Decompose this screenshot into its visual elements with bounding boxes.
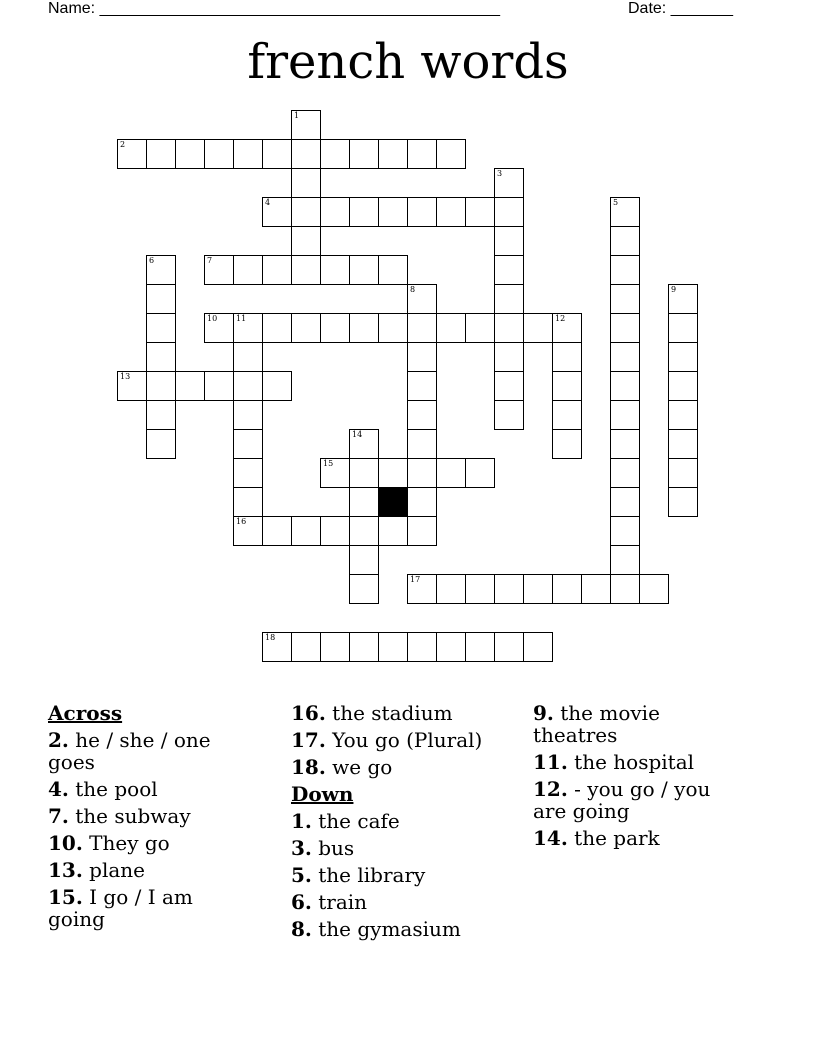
clue-text: we go bbox=[332, 755, 393, 779]
clue-number: 7. bbox=[48, 804, 69, 828]
crossword-square[interactable] bbox=[436, 139, 466, 169]
crossword-square[interactable] bbox=[291, 313, 321, 343]
clue-number: 13. bbox=[48, 858, 83, 882]
clue-text: train bbox=[318, 890, 368, 914]
clue-column-1 bbox=[48, 702, 248, 935]
crossword-square[interactable] bbox=[668, 429, 698, 459]
square-number: 6 bbox=[149, 256, 155, 265]
square-number: 3 bbox=[497, 169, 503, 178]
clue-down-14 bbox=[533, 827, 733, 849]
crossword-square[interactable] bbox=[233, 342, 263, 372]
crossword-square[interactable] bbox=[610, 284, 640, 314]
crossword-square[interactable] bbox=[407, 487, 437, 517]
crossword-square[interactable] bbox=[146, 371, 176, 401]
clue-text: the park bbox=[574, 826, 660, 850]
crossword-square[interactable] bbox=[523, 632, 553, 662]
crossword-square[interactable] bbox=[436, 197, 466, 227]
crossword-square[interactable] bbox=[610, 574, 640, 604]
clue-number: 10. bbox=[48, 831, 83, 855]
crossword-square[interactable] bbox=[465, 574, 495, 604]
clue-text: I go / I am going bbox=[48, 885, 193, 931]
crossword-square[interactable] bbox=[494, 197, 524, 227]
crossword-square[interactable] bbox=[610, 545, 640, 575]
crossword-square[interactable] bbox=[407, 197, 437, 227]
crossword-square[interactable] bbox=[204, 371, 234, 401]
blocked-square bbox=[378, 487, 408, 517]
crossword-square[interactable] bbox=[117, 139, 147, 169]
crossword-square[interactable] bbox=[610, 429, 640, 459]
square-number: 1 bbox=[294, 111, 300, 120]
clue-across-4 bbox=[48, 778, 248, 800]
crossword-square[interactable] bbox=[668, 313, 698, 343]
crossword-square[interactable] bbox=[552, 429, 582, 459]
square-number: 2 bbox=[120, 140, 126, 149]
square-number: 14 bbox=[352, 430, 363, 439]
clue-number: 15. bbox=[48, 885, 83, 909]
clue-down-1 bbox=[291, 810, 491, 832]
crossword-square[interactable] bbox=[523, 313, 553, 343]
crossword-square[interactable] bbox=[668, 487, 698, 517]
clue-text: he / she / one goes bbox=[48, 728, 211, 774]
clue-text: They go bbox=[89, 831, 170, 855]
crossword-square[interactable] bbox=[407, 400, 437, 430]
crossword-square[interactable] bbox=[494, 284, 524, 314]
crossword-square[interactable] bbox=[610, 342, 640, 372]
crossword-square[interactable] bbox=[668, 371, 698, 401]
clue-across-2 bbox=[48, 729, 248, 773]
crossword-square[interactable] bbox=[204, 313, 234, 343]
crossword-square[interactable] bbox=[494, 342, 524, 372]
clue-text: the hospital bbox=[574, 750, 695, 774]
crossword-square[interactable] bbox=[146, 284, 176, 314]
square-number: 11 bbox=[236, 314, 247, 323]
square-number: 16 bbox=[236, 517, 247, 526]
clue-text: the cafe bbox=[318, 809, 400, 833]
square-number: 4 bbox=[265, 198, 271, 207]
crossword-square[interactable] bbox=[494, 313, 524, 343]
crossword-square[interactable] bbox=[262, 516, 292, 546]
crossword-square[interactable] bbox=[610, 400, 640, 430]
clue-text: the gymasium bbox=[318, 917, 461, 941]
crossword-square[interactable] bbox=[262, 255, 292, 285]
date-field[interactable]: Date: _______ bbox=[628, 0, 733, 17]
crossword-square[interactable] bbox=[610, 516, 640, 546]
crossword-square[interactable] bbox=[262, 313, 292, 343]
crossword-square[interactable] bbox=[668, 284, 698, 314]
clue-across-15 bbox=[48, 886, 248, 930]
crossword-square[interactable] bbox=[610, 487, 640, 517]
crossword-square[interactable] bbox=[378, 632, 408, 662]
crossword-square[interactable] bbox=[262, 197, 292, 227]
clue-text: bus bbox=[318, 836, 355, 860]
clue-across-16 bbox=[291, 702, 491, 724]
crossword-square[interactable] bbox=[668, 400, 698, 430]
crossword-square[interactable] bbox=[349, 197, 379, 227]
crossword-square[interactable] bbox=[204, 139, 234, 169]
crossword-square[interactable] bbox=[233, 429, 263, 459]
square-number: 18 bbox=[265, 633, 276, 642]
crossword-square[interactable] bbox=[291, 632, 321, 662]
crossword-square[interactable] bbox=[407, 574, 437, 604]
clue-across-10 bbox=[48, 832, 248, 854]
crossword-square[interactable] bbox=[291, 139, 321, 169]
clue-down-6 bbox=[291, 891, 491, 913]
crossword-square[interactable] bbox=[291, 110, 321, 140]
crossword-square[interactable] bbox=[610, 313, 640, 343]
crossword-square[interactable] bbox=[494, 168, 524, 198]
crossword-square[interactable] bbox=[175, 371, 205, 401]
clue-down-3 bbox=[291, 837, 491, 859]
crossword-square[interactable] bbox=[639, 574, 669, 604]
crossword-square[interactable] bbox=[407, 139, 437, 169]
square-number: 13 bbox=[120, 372, 131, 381]
square-number: 8 bbox=[410, 285, 416, 294]
crossword-square[interactable] bbox=[291, 168, 321, 198]
clue-number: 8. bbox=[291, 917, 312, 941]
crossword-square[interactable] bbox=[407, 632, 437, 662]
crossword-square[interactable] bbox=[668, 458, 698, 488]
crossword-square[interactable] bbox=[233, 255, 263, 285]
clue-number: 4. bbox=[48, 777, 69, 801]
crossword-square[interactable] bbox=[552, 574, 582, 604]
crossword-square[interactable] bbox=[407, 313, 437, 343]
crossword-square[interactable] bbox=[233, 516, 263, 546]
name-field[interactable]: Name: _____________________________________________ bbox=[48, 0, 500, 17]
clue-across-18 bbox=[291, 756, 491, 778]
crossword-square[interactable] bbox=[146, 342, 176, 372]
crossword-square[interactable] bbox=[407, 516, 437, 546]
clue-number: 16. bbox=[291, 701, 326, 725]
clue-list bbox=[48, 702, 768, 1002]
crossword-square[interactable] bbox=[146, 429, 176, 459]
crossword-square[interactable] bbox=[349, 255, 379, 285]
crossword-square[interactable] bbox=[407, 458, 437, 488]
crossword-square[interactable] bbox=[610, 371, 640, 401]
crossword-square[interactable] bbox=[233, 313, 263, 343]
crossword-square[interactable] bbox=[407, 371, 437, 401]
crossword-square[interactable] bbox=[552, 400, 582, 430]
crossword-square[interactable] bbox=[610, 226, 640, 256]
square-number: 9 bbox=[671, 285, 677, 294]
crossword-square[interactable] bbox=[349, 574, 379, 604]
crossword-square[interactable] bbox=[552, 371, 582, 401]
crossword-square[interactable] bbox=[668, 342, 698, 372]
crossword-square[interactable] bbox=[349, 487, 379, 517]
crossword-square[interactable] bbox=[320, 313, 350, 343]
crossword-square[interactable] bbox=[320, 139, 350, 169]
clue-number: 9. bbox=[533, 701, 554, 725]
clue-text: plane bbox=[89, 858, 145, 882]
page-title: french words bbox=[247, 34, 569, 90]
crossword-square[interactable] bbox=[291, 516, 321, 546]
crossword-square[interactable] bbox=[465, 458, 495, 488]
crossword-square[interactable] bbox=[378, 313, 408, 343]
crossword-square[interactable] bbox=[233, 139, 263, 169]
crossword-square[interactable] bbox=[262, 632, 292, 662]
crossword-square[interactable] bbox=[378, 458, 408, 488]
crossword-square[interactable] bbox=[581, 574, 611, 604]
square-number: 12 bbox=[555, 314, 566, 323]
clue-down-8 bbox=[291, 918, 491, 940]
crossword-square[interactable] bbox=[610, 255, 640, 285]
clue-down-5 bbox=[291, 864, 491, 886]
crossword-square[interactable] bbox=[494, 400, 524, 430]
crossword-square[interactable] bbox=[320, 458, 350, 488]
crossword-square[interactable] bbox=[407, 342, 437, 372]
crossword-square[interactable] bbox=[494, 226, 524, 256]
crossword-square[interactable] bbox=[349, 139, 379, 169]
crossword-square[interactable] bbox=[233, 487, 263, 517]
crossword-square[interactable] bbox=[320, 632, 350, 662]
crossword-square[interactable] bbox=[465, 313, 495, 343]
crossword-square[interactable] bbox=[117, 371, 147, 401]
crossword-square[interactable] bbox=[262, 371, 292, 401]
clue-number: 2. bbox=[48, 728, 69, 752]
crossword-square[interactable] bbox=[494, 632, 524, 662]
crossword-square[interactable] bbox=[465, 197, 495, 227]
clue-text: the library bbox=[318, 863, 426, 887]
crossword-square[interactable] bbox=[320, 255, 350, 285]
crossword-square[interactable] bbox=[233, 458, 263, 488]
clue-text: the stadium bbox=[332, 701, 453, 725]
crossword-square[interactable] bbox=[610, 458, 640, 488]
crossword-square[interactable] bbox=[291, 255, 321, 285]
square-number: 7 bbox=[207, 256, 213, 265]
clue-number: 3. bbox=[291, 836, 312, 860]
crossword-square[interactable] bbox=[349, 516, 379, 546]
crossword-square[interactable] bbox=[204, 255, 234, 285]
crossword-square[interactable] bbox=[436, 632, 466, 662]
crossword-square[interactable] bbox=[378, 197, 408, 227]
crossword-square[interactable] bbox=[610, 197, 640, 227]
clue-number: 1. bbox=[291, 809, 312, 833]
clue-number: 18. bbox=[291, 755, 326, 779]
clue-column-2 bbox=[291, 702, 491, 945]
crossword-square[interactable] bbox=[291, 226, 321, 256]
across-heading: Across bbox=[48, 701, 123, 725]
crossword-square[interactable] bbox=[494, 574, 524, 604]
clue-down-11 bbox=[533, 751, 733, 773]
down-heading: Down bbox=[291, 782, 354, 806]
crossword-square[interactable] bbox=[146, 400, 176, 430]
crossword-square[interactable] bbox=[378, 516, 408, 546]
clue-text: the pool bbox=[75, 777, 158, 801]
crossword-square[interactable] bbox=[146, 313, 176, 343]
crossword-square[interactable] bbox=[378, 255, 408, 285]
clue-number: 12. bbox=[533, 777, 568, 801]
crossword-square[interactable] bbox=[552, 342, 582, 372]
square-number: 15 bbox=[323, 459, 334, 468]
crossword-square[interactable] bbox=[465, 632, 495, 662]
clue-text: the movie theatres bbox=[533, 701, 660, 747]
crossword-square[interactable] bbox=[233, 371, 263, 401]
crossword-square[interactable] bbox=[175, 139, 205, 169]
clue-across-17 bbox=[291, 729, 491, 751]
clue-down-12 bbox=[533, 778, 733, 822]
clue-text: You go (Plural) bbox=[332, 728, 483, 752]
crossword-square[interactable] bbox=[436, 458, 466, 488]
crossword-square[interactable] bbox=[349, 632, 379, 662]
crossword-square[interactable] bbox=[349, 429, 379, 459]
clue-down-9 bbox=[533, 702, 733, 746]
crossword-square[interactable] bbox=[146, 139, 176, 169]
clue-text: the subway bbox=[75, 804, 191, 828]
clue-number: 6. bbox=[291, 890, 312, 914]
crossword-square[interactable] bbox=[349, 313, 379, 343]
square-number: 5 bbox=[613, 198, 619, 207]
crossword-square[interactable] bbox=[407, 284, 437, 314]
crossword-square[interactable] bbox=[378, 139, 408, 169]
clue-across-7 bbox=[48, 805, 248, 827]
crossword-square[interactable] bbox=[233, 400, 263, 430]
crossword-square[interactable] bbox=[552, 313, 582, 343]
crossword-square[interactable] bbox=[494, 255, 524, 285]
clue-number: 11. bbox=[533, 750, 568, 774]
clue-number: 14. bbox=[533, 826, 568, 850]
crossword-square[interactable] bbox=[320, 197, 350, 227]
crossword-square[interactable] bbox=[320, 516, 350, 546]
crossword-square[interactable] bbox=[291, 197, 321, 227]
crossword-square[interactable] bbox=[436, 574, 466, 604]
crossword-square[interactable] bbox=[146, 255, 176, 285]
clue-across-13 bbox=[48, 859, 248, 881]
crossword-square[interactable] bbox=[494, 371, 524, 401]
crossword-square[interactable] bbox=[523, 574, 553, 604]
square-number: 17 bbox=[410, 575, 421, 584]
clue-number: 5. bbox=[291, 863, 312, 887]
crossword-square[interactable] bbox=[436, 313, 466, 343]
square-number: 10 bbox=[207, 314, 218, 323]
crossword-square[interactable] bbox=[262, 139, 292, 169]
crossword-square[interactable] bbox=[349, 458, 379, 488]
clue-text: - you go / you are going bbox=[533, 777, 711, 823]
clue-number: 17. bbox=[291, 728, 326, 752]
crossword-square[interactable] bbox=[407, 429, 437, 459]
crossword-square[interactable] bbox=[349, 545, 379, 575]
clue-column-3 bbox=[533, 702, 733, 854]
